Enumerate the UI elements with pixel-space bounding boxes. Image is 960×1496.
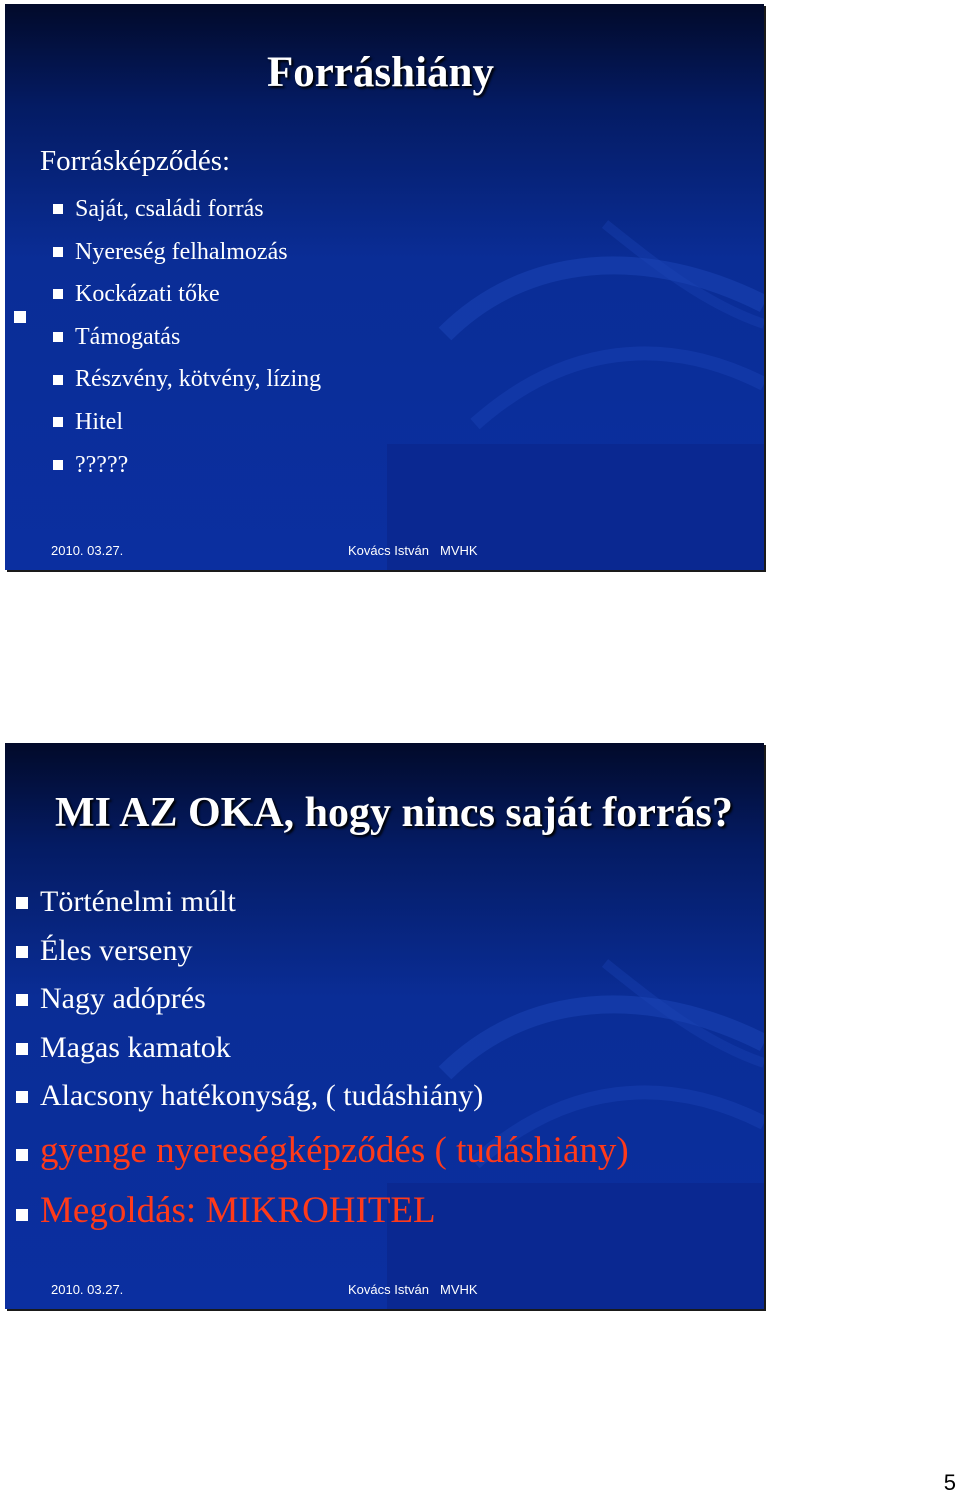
footer-org: MVHK (440, 543, 478, 558)
bullet-list (40, 144, 321, 486)
footer-date: 2010. 03.27. (51, 543, 124, 558)
slide-1 (5, 4, 764, 570)
footer-date: 2010. 03.27. (51, 1282, 124, 1297)
sub-list (75, 188, 321, 486)
slide-title: Forráshiány (267, 49, 494, 96)
list-item (40, 144, 321, 486)
sub-item: Kockázati tőke (75, 273, 321, 316)
slide-title: MI AZ OKA, hogy nincs saját forrás? (55, 790, 733, 836)
page-number: 5 (943, 1470, 956, 1495)
list-item: Alacsony hatékonyság, ( tudáshiány) (40, 1072, 629, 1121)
sub-item: ????? (75, 444, 321, 487)
sub-item: Hitel (75, 401, 321, 444)
footer-author: Kovács István (348, 1282, 429, 1297)
sub-item: Saját, családi forrás (75, 188, 321, 231)
highlight-item: gyenge nyereségképződés ( tudáshiány) (40, 1121, 629, 1181)
bullet-text: Forrásképződés: (40, 145, 231, 177)
sub-item: Nyereség felhalmozás (75, 231, 321, 274)
sub-item: Támogatás (75, 316, 321, 359)
slide-2 (5, 743, 764, 1309)
list-item: Magas kamatok (40, 1024, 629, 1073)
footer-author: Kovács István (348, 543, 429, 558)
list-item: Éles verseny (40, 927, 629, 976)
list-item: Történelmi múlt (40, 878, 629, 927)
bullet-list (40, 878, 629, 1241)
footer-org: MVHK (440, 1282, 478, 1297)
highlight-item: Megoldás: MIKROHITEL (40, 1181, 629, 1241)
list-item: Nagy adóprés (40, 975, 629, 1024)
sub-item: Részvény, kötvény, lízing (75, 358, 321, 401)
